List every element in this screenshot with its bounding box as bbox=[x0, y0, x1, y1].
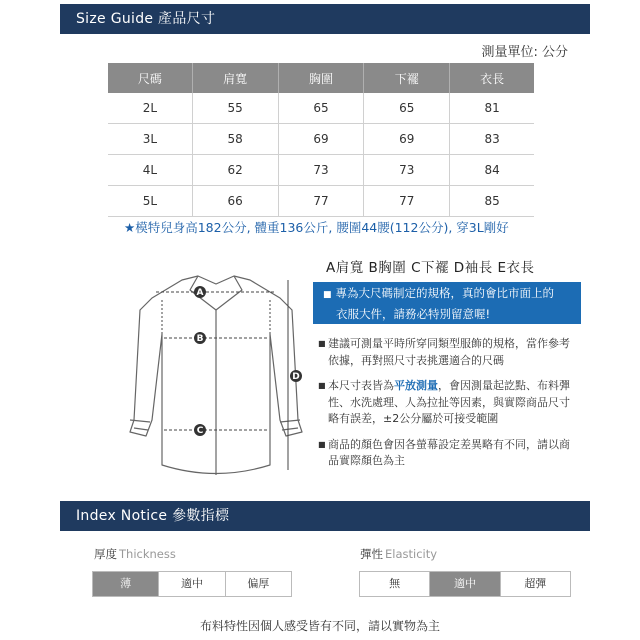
table-row bbox=[108, 155, 534, 186]
marker-c-icon bbox=[194, 424, 206, 436]
elasticity-label-en: Elasticity bbox=[385, 547, 438, 561]
size-table-header bbox=[108, 63, 534, 93]
thickness-label-en: Thickness bbox=[119, 547, 176, 561]
elasticity-label bbox=[360, 546, 437, 562]
cell: 65 bbox=[278, 93, 364, 124]
thickness-label-zh: 厚度 bbox=[94, 547, 117, 561]
marker-d-icon bbox=[290, 370, 302, 382]
cell: 77 bbox=[278, 186, 364, 217]
highlight-line-2: 衣服大件，請務必特別留意喔! bbox=[336, 307, 491, 321]
cell: 73 bbox=[278, 155, 364, 186]
shirt-diagram bbox=[120, 270, 310, 480]
note-text-prefix: 本尺寸表皆為 bbox=[328, 379, 394, 392]
elasticity-option: 超彈 bbox=[524, 577, 547, 590]
cell: 55 bbox=[192, 93, 278, 124]
marker-a-icon bbox=[194, 286, 206, 298]
elasticity-option: 無 bbox=[360, 572, 430, 596]
thickness-option: 偏厚 bbox=[247, 577, 270, 590]
cell: 66 bbox=[192, 186, 278, 217]
size-guide-title: Size Guide 產品尺寸 bbox=[76, 11, 216, 27]
bullet-icon: ■ bbox=[318, 381, 326, 390]
col-header: 胸圍 bbox=[278, 63, 364, 93]
col-header: 下襬 bbox=[364, 63, 450, 93]
note-item bbox=[318, 336, 580, 369]
elasticity-scale bbox=[359, 571, 571, 597]
thickness-label bbox=[94, 546, 176, 562]
marker-b-icon bbox=[194, 332, 206, 344]
table-row bbox=[108, 186, 534, 217]
bullet-icon: ■ bbox=[318, 439, 326, 449]
table-row bbox=[108, 93, 534, 124]
cell: 5L bbox=[108, 186, 192, 217]
highlight-note bbox=[313, 282, 581, 324]
note-item bbox=[318, 378, 580, 428]
highlight-line-1: 專為大尺碼制定的規格，真的會比市面上的 bbox=[335, 286, 555, 300]
bullet-icon: ■ bbox=[318, 339, 326, 348]
cell: 69 bbox=[278, 124, 364, 155]
cell: 77 bbox=[364, 186, 450, 217]
cell: 62 bbox=[192, 155, 278, 186]
cell: 84 bbox=[450, 155, 534, 186]
col-header: 尺碼 bbox=[108, 63, 192, 93]
cell: 4L bbox=[108, 155, 192, 186]
note-text: 商品的顏色會因各螢幕設定差異略有不同，請以商品實際顏色為主 bbox=[328, 437, 570, 467]
cell: 3L bbox=[108, 124, 192, 155]
marker-c-text: C bbox=[196, 426, 204, 436]
cell: 83 bbox=[450, 124, 534, 155]
measurement-legend: A肩寬 B胸圍 C下襬 D袖長 E衣長 bbox=[326, 260, 535, 276]
note-text-suffix: ，會因測量起訖點、布料彈性、水洗處理、人為拉扯等因素，與實際商品尺寸略有誤差，±2公分屬於可接受範圍 bbox=[328, 379, 570, 425]
marker-d-text: D bbox=[292, 372, 300, 382]
col-header: 衣長 bbox=[450, 63, 534, 93]
size-table bbox=[108, 63, 534, 217]
thickness-scale bbox=[92, 571, 292, 597]
cell: 65 bbox=[364, 93, 450, 124]
note-text: 建議可測量平時所穿同類型服飾的規格，當作參考依據，再對照尺寸表挑選適合的尺碼 bbox=[328, 337, 570, 367]
cell: 2L bbox=[108, 93, 192, 124]
note-text-bold: 平放測量 bbox=[394, 379, 438, 392]
cell: 81 bbox=[450, 93, 534, 124]
marker-a-text: A bbox=[196, 288, 204, 298]
thickness-option: 薄 bbox=[93, 572, 159, 596]
unit-label: 測量單位: 公分 bbox=[481, 45, 568, 60]
size-guide-banner bbox=[60, 4, 590, 34]
index-notice-banner bbox=[60, 501, 590, 531]
col-header: 肩寬 bbox=[192, 63, 278, 93]
note-item bbox=[318, 437, 580, 470]
model-note: ★模特兒身高182公分, 體重136公斤, 腰圍44腰(112公分), 穿3L剛好 bbox=[124, 220, 509, 235]
footer-note: 布料特性因個人感受皆有不同，請以實物為主 bbox=[199, 619, 440, 633]
thickness-option: 適中 bbox=[159, 572, 225, 596]
index-notice-title: Index Notice 參數指標 bbox=[76, 508, 230, 524]
cell: 85 bbox=[450, 186, 534, 217]
cell: 73 bbox=[364, 155, 450, 186]
cell: 69 bbox=[364, 124, 450, 155]
bullet-icon: ■ bbox=[323, 290, 332, 300]
marker-b-text: B bbox=[196, 334, 204, 344]
cell: 58 bbox=[192, 124, 278, 155]
notes-list bbox=[318, 336, 580, 479]
elasticity-option: 適中 bbox=[430, 572, 500, 596]
elasticity-label-zh: 彈性 bbox=[360, 547, 383, 561]
table-row bbox=[108, 124, 534, 155]
